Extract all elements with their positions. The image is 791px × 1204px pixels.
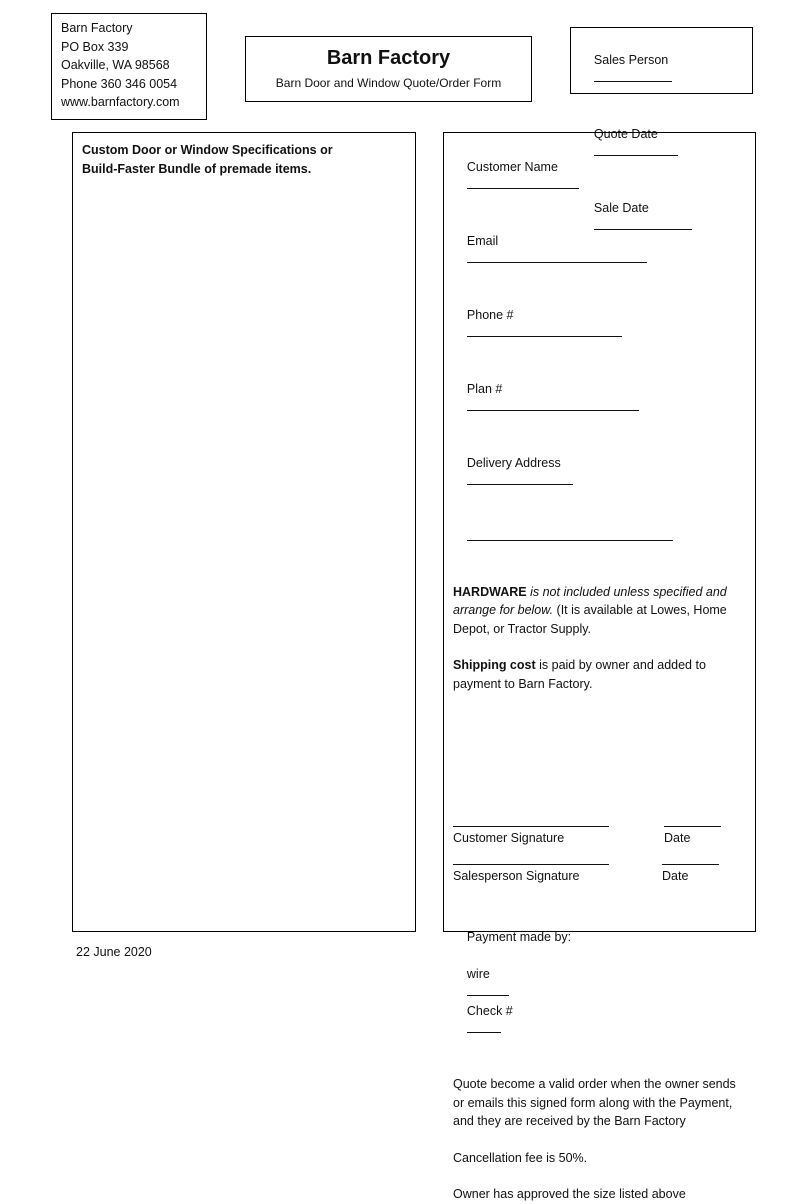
salesperson-date-field[interactable] (662, 852, 719, 865)
salesperson-signature-block (453, 852, 609, 886)
check-label: Check # (466, 1003, 513, 1018)
company-name: Barn Factory (61, 21, 133, 35)
customer-date-label: Date (664, 831, 691, 845)
delivery-address-row (453, 435, 745, 509)
phone-row (453, 287, 745, 361)
sales-person-label: Sales Person (593, 52, 669, 67)
delivery-address-field-2[interactable] (467, 528, 673, 541)
approval-note: Owner has approved the size listed above (453, 1187, 686, 1201)
shipping-text: is paid by owner and added to payment to Barn Factory. (453, 658, 706, 691)
salesperson-date-label: Date (662, 869, 689, 883)
plan-field[interactable] (467, 398, 639, 411)
revision-date: 22 June 2020 (76, 945, 152, 959)
specifications-heading-line1: Custom Door or Window Specifications or (82, 143, 333, 157)
hardware-availability: (It is available at Lowes, Home Depot, or Tractor Supply. (453, 603, 727, 636)
salesperson-signature-field[interactable] (453, 852, 609, 865)
po-box: PO Box 339 (61, 39, 129, 54)
shipping-note (453, 656, 745, 693)
form-title: Barn Factory (326, 47, 451, 69)
form-subtitle: Barn Door and Window Quote/Order Form (275, 76, 502, 90)
customer-signature-label: Customer Signature (453, 831, 565, 845)
customer-date-field[interactable] (664, 814, 721, 827)
payment-label: Payment made by: (466, 929, 572, 944)
website: www.barnfactory.com (61, 95, 180, 109)
quote-date-label: Quote Date (593, 126, 658, 141)
order-details-panel (443, 132, 756, 1201)
city-state-zip: Oakville, WA 98568 (61, 58, 170, 72)
delivery-address-field[interactable] (467, 472, 573, 485)
wire-label: wire (466, 966, 490, 981)
hardware-italic-text: is not included unless specified and arrange for below. (453, 584, 727, 617)
email-label: Email (466, 233, 499, 248)
specifications-panel[interactable] (72, 132, 416, 932)
salesperson-signature-label: Salesperson Signature (453, 869, 580, 883)
shipping-heading: Shipping cost (453, 658, 536, 672)
company-address-box (51, 13, 207, 120)
form-title-box (245, 36, 532, 102)
sales-info-box (570, 27, 753, 215)
customer-name-field[interactable] (467, 176, 579, 189)
delivery-address-row-2 (453, 509, 745, 565)
plan-label: Plan # (466, 381, 503, 396)
plan-row (453, 361, 745, 435)
hardware-heading: HARDWARE (453, 584, 527, 599)
wire-field[interactable] (467, 983, 509, 996)
sales-person-field[interactable] (594, 69, 672, 82)
delivery-address-label: Delivery Address (466, 455, 561, 470)
phone-label: Phone # (466, 307, 514, 322)
payment-row (453, 909, 745, 1057)
sales-person-row (580, 32, 752, 106)
customer-signature-block (453, 814, 609, 848)
phone-number: Phone 360 346 0054 (61, 76, 178, 91)
customer-date-block (664, 814, 721, 848)
cancellation-note: Cancellation fee is 50%. (453, 1150, 588, 1165)
hardware-note (453, 583, 745, 639)
specifications-heading-line2: Build-Faster Bundle of premade items. (82, 161, 312, 176)
valid-order-note: Quote become a valid order when the owner sends or emails this signed form along with the Payment, and they are received by the Barn Factory (453, 1077, 736, 1128)
email-row (453, 213, 745, 287)
phone-field[interactable] (467, 324, 622, 337)
check-number-field[interactable] (467, 1020, 501, 1033)
email-field[interactable] (467, 250, 647, 263)
customer-signature-field[interactable] (453, 814, 609, 827)
salesperson-date-block (662, 852, 719, 886)
sale-date-label: Sale Date (593, 200, 649, 215)
customer-name-label: Customer Name (466, 159, 558, 174)
customer-name-row (453, 139, 745, 213)
